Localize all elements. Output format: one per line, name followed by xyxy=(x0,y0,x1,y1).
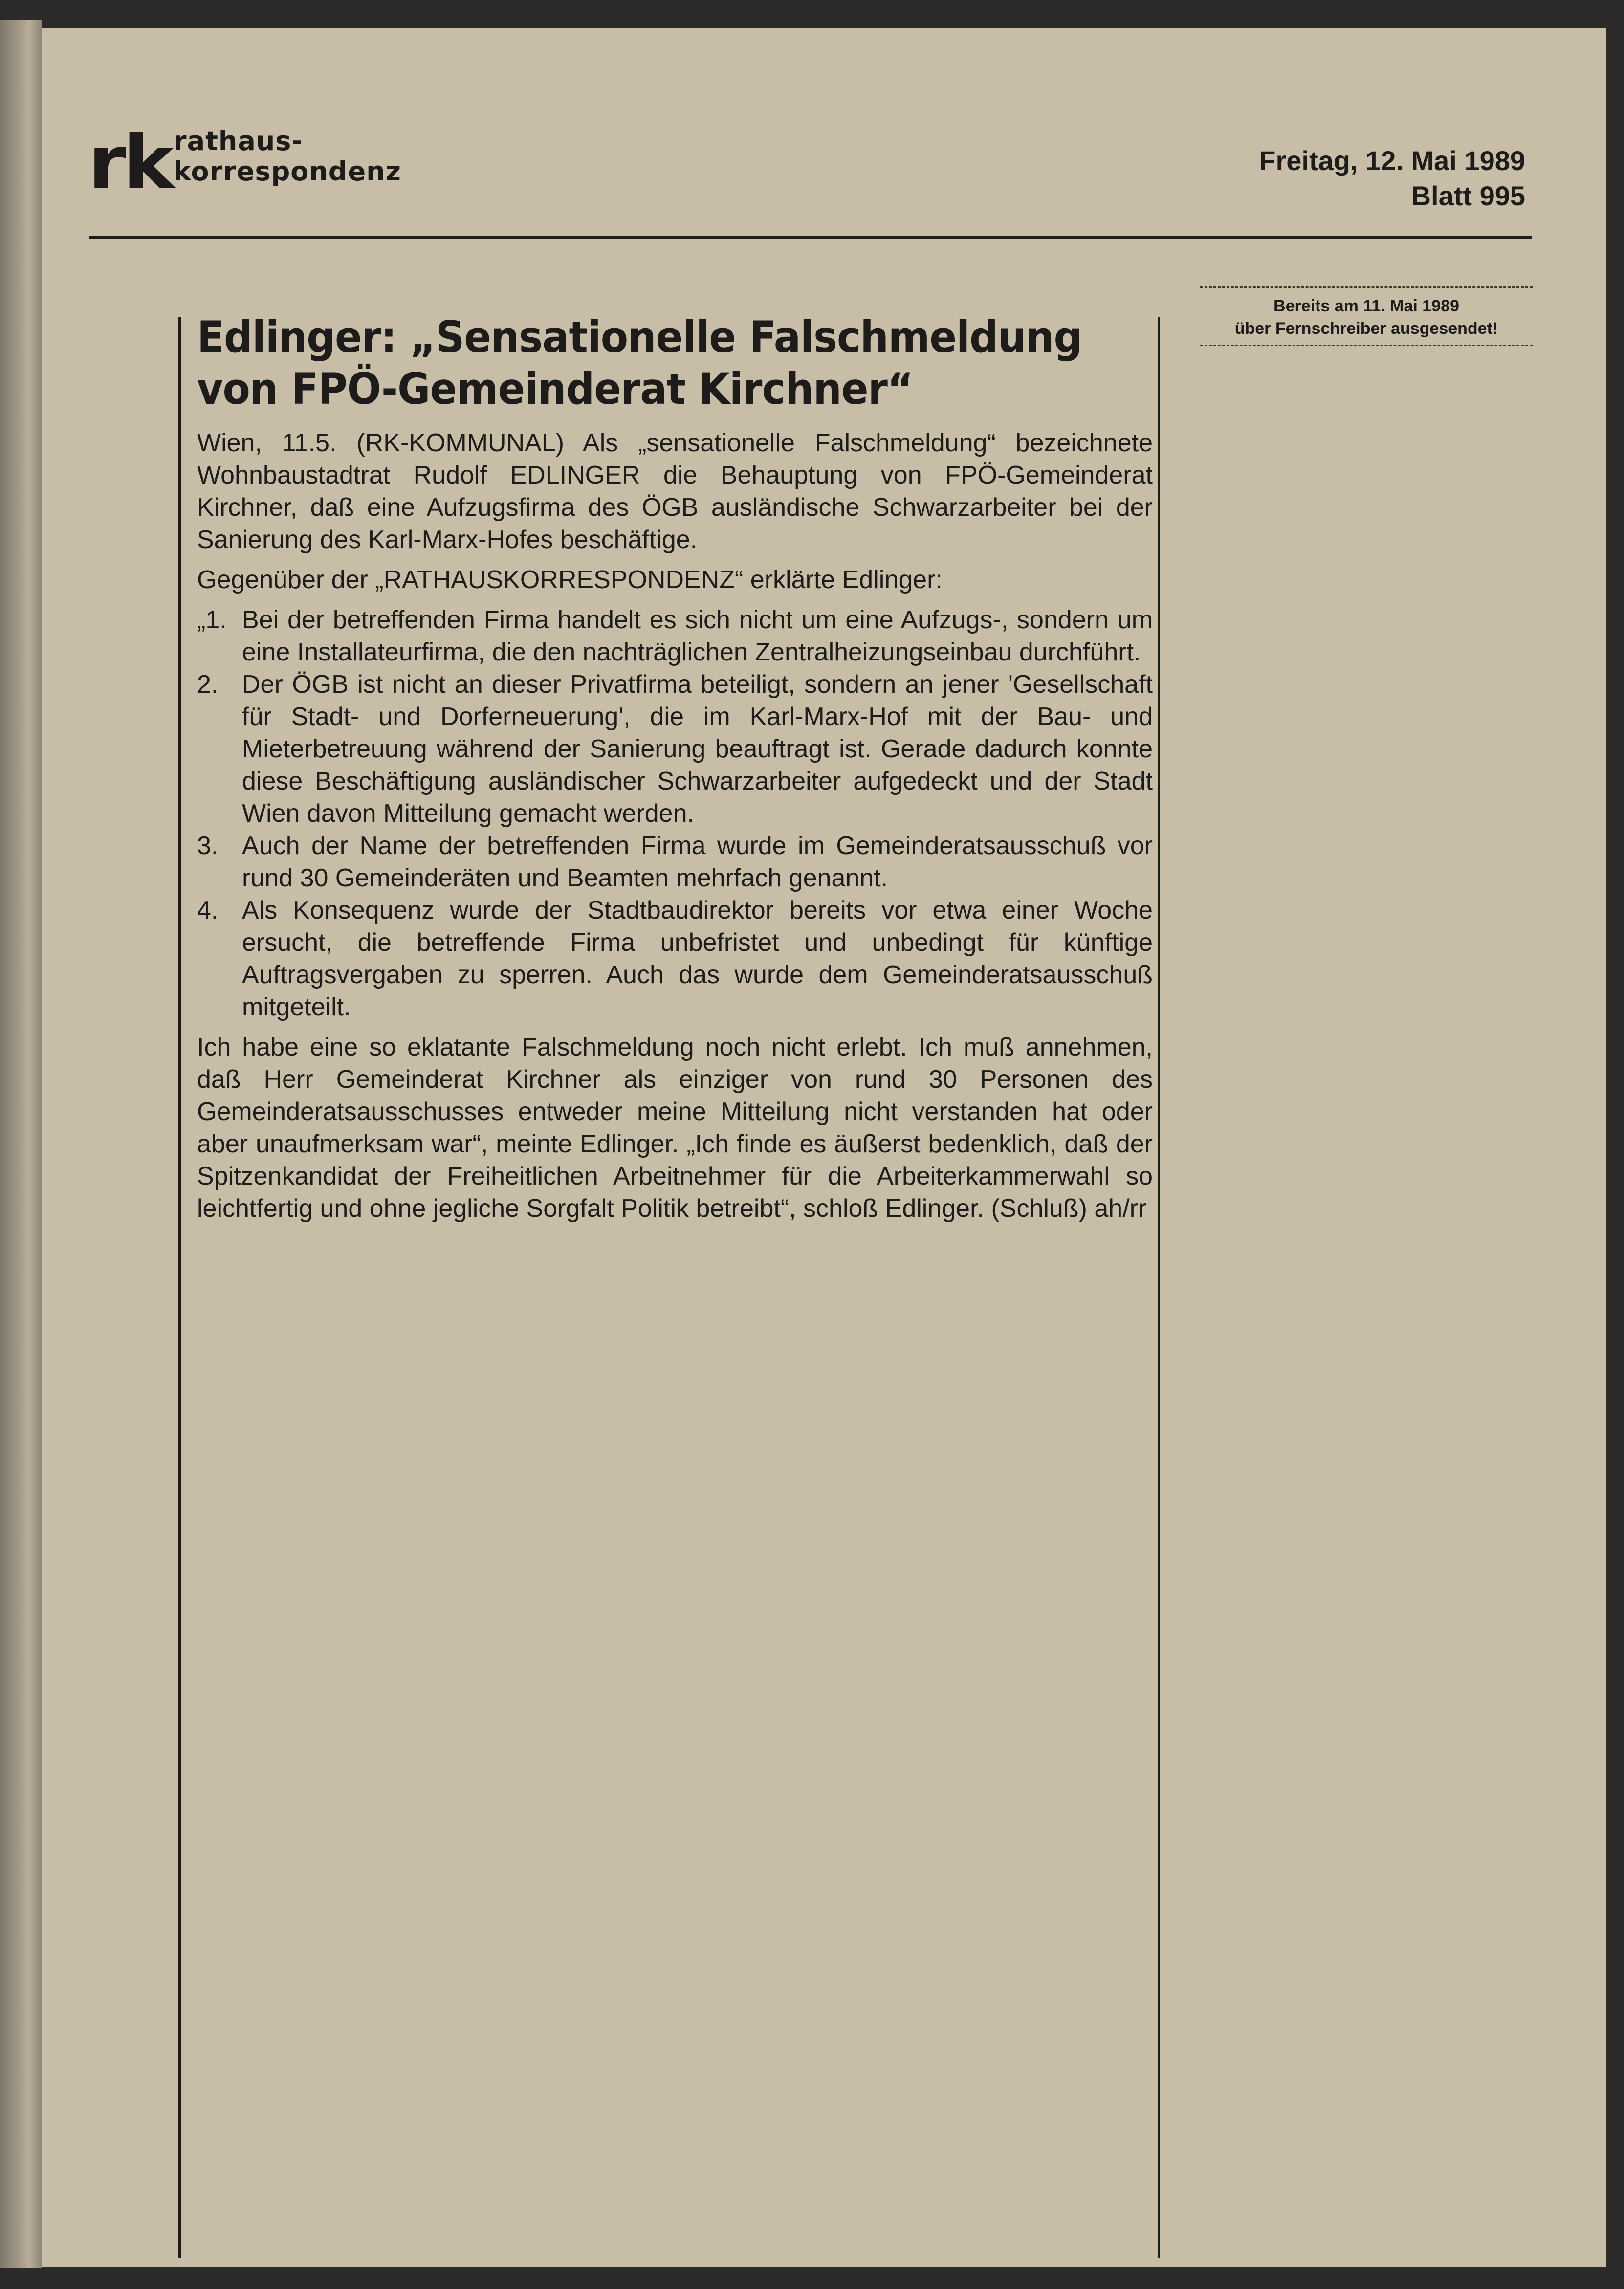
headline-line-2: von FPÖ-Gemeinderat Kirchner“ xyxy=(197,364,913,415)
list-item-text: Der ÖGB ist nicht an dieser Privatfirma beteiligt, sondern an jener 'Gesellschaft für Stadt- und Dorferneuerung', die im Karl-Marx-Hof mit der Bau- und Mieterbetreuung während der Sanierung beauftragt ist. Gerade dadurch konnte diese Beschäftigung ausländischer Schwarzarbeiter aufgedeckt und der Stadt Wien davon Mitteilung gemacht werden. xyxy=(242,670,1153,828)
document-page xyxy=(42,28,1606,2267)
headline-line-1: Edlinger: „Sensationelle Falschmeldung xyxy=(197,312,1082,363)
header-divider xyxy=(89,236,1532,239)
list-item-text: Bei der betreffenden Firma handelt es sich nicht um eine Aufzugs-, sondern um eine Installateurfirma, die den nachträglichen Zentralheizungseinbau durchführt. xyxy=(242,606,1153,666)
intro-paragraph: Wien, 11.5. (RK-KOMMUNAL) Als „sensationelle Falschmeldung“ bezeichnete Wohnbaustadtrat Rudolf EDLINGER die Behauptung von FPÖ-Gemeinderat Kirchner, daß eine Aufzugsfirma des ÖGB ausländische Schwarzarbeiter bei der Sanierung des Karl-Marx-Hofes beschäftige. xyxy=(197,429,1153,554)
lead-in-paragraph: Gegenüber der „RATHAUSKORRESPONDENZ“ erklärte Edlinger: xyxy=(197,566,943,594)
sheet-number: Blatt 995 xyxy=(1411,180,1525,211)
transmission-note-line-1: Bereits am 11. Mai 1989 xyxy=(1273,297,1459,315)
article-headline xyxy=(197,312,1126,416)
list-item xyxy=(197,894,1153,1023)
list-item xyxy=(197,604,1153,668)
list-item xyxy=(197,668,1153,830)
issue-date: Freitag, 12. Mai 1989 xyxy=(1259,145,1525,176)
list-item-number: 4. xyxy=(197,896,219,924)
list-item-number: 3. xyxy=(197,832,219,860)
closing-paragraph: Ich habe eine so eklatante Falschmeldung noch nicht erlebt. Ich muß annehmen, daß Herr Gemeinderat Kirchner als einziger von rund 30 Personen des Gemeinderatsausschusses entweder meine Mitteilung nicht verstanden hat oder aber unaufmerksam war“, meinte Edlinger. „Ich finde es äußerst bedenklich, daß der Spitzenkandidat der Freiheitlichen Arbeitnehmer für die Arbeiterkammerwahl so leichtfertig und ohne jegliche Sorgfalt Politik betreibt“, schloß Edlinger. (Schluß) ah/rr xyxy=(197,1033,1153,1223)
logo-line-2: korrespondenz xyxy=(174,156,401,187)
logo-wordmark xyxy=(174,126,401,187)
article-body xyxy=(197,427,1153,1233)
list-item-number: „1. xyxy=(197,606,227,634)
binding-edge xyxy=(0,20,42,2268)
list-item-text: Als Konsequenz wurde der Stadtbaudirektor bereits vor etwa einer Woche ersucht, die betreffende Firma unbefristet und unbedingt für künftige Auftragsvergaben zu sperren. Auch das wurde dem Gemeinderatsausschuß mitgeteilt. xyxy=(242,896,1153,1021)
column-rule-left xyxy=(178,317,181,2258)
numbered-points xyxy=(197,604,1153,1023)
column-rule-right xyxy=(1158,317,1160,2258)
list-item-number: 2. xyxy=(197,670,219,699)
header-meta xyxy=(1259,143,1525,214)
list-item xyxy=(197,830,1153,894)
rk-logo-mark: rk xyxy=(88,120,171,205)
transmission-note-line-2: über Fernschreiber ausgesendet! xyxy=(1234,319,1498,338)
logo-line-1: rathaus- xyxy=(174,126,303,156)
list-item-text: Auch der Name der betreffenden Firma wurde im Gemeinderatsausschuß vor rund 30 Gemeinderäten und Beamten mehrfach genannt. xyxy=(242,832,1153,892)
transmission-note xyxy=(1200,286,1533,346)
